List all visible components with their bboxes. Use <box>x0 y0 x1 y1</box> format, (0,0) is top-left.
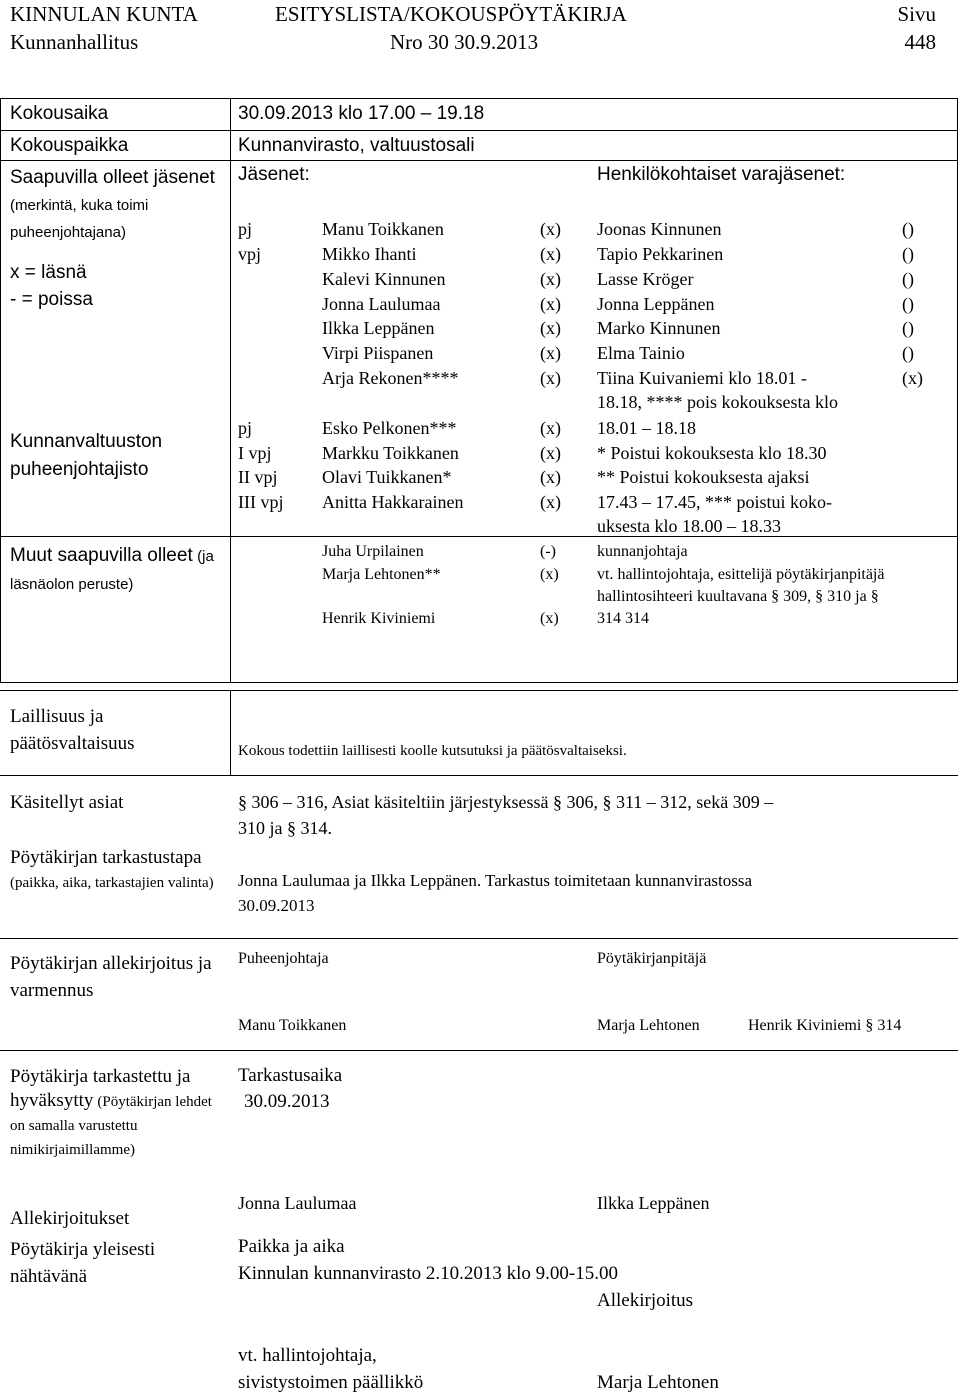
deputy-mark: () <box>902 244 914 264</box>
deputy-name: Elma Tainio <box>597 343 685 363</box>
deputies-header: Henkilökohtaiset varajäsenet: <box>597 164 846 185</box>
member-name: Jonna Laulumaa <box>322 294 441 314</box>
municipality-name: KINNULAN KUNTA <box>10 2 198 26</box>
attendance-label-bold: Saapuvilla olleet jäsenet <box>10 167 215 188</box>
public-place-value: Kinnulan kunnanvirasto 2.10.2013 klo 9.00-15.00 <box>238 1263 618 1284</box>
public-label: Pöytäkirja yleisesti nähtävänä <box>10 1239 156 1287</box>
other-note: 314 314 <box>597 610 649 627</box>
meeting-time-label: Kokousaika <box>10 103 109 124</box>
deputy-mark: (x) <box>902 368 923 388</box>
member-mark: (x) <box>540 294 561 314</box>
handled-label: Käsitellyt asiat <box>10 792 124 813</box>
deputy-name: Marko Kinnunen <box>597 318 721 338</box>
council-name: Esko Pelkonen*** <box>322 418 457 438</box>
council-mark: (x) <box>540 492 561 512</box>
public-place-label: Paikka ja aika <box>238 1236 345 1257</box>
section-divider <box>0 938 958 939</box>
approved-label-bold: Pöytäkirja tarkastettu ja hyväksytty <box>10 1066 191 1111</box>
other-name: Marja Lehtonen** <box>322 566 441 583</box>
member-name: Arja Rekonen**** <box>322 368 459 388</box>
legality-text: Kokous todettiin laillisesti koolle kutsutuksi ja päätösvaltaiseksi. <box>238 743 627 759</box>
signing-label: Pöytäkirjan allekirjoitus ja varmennus <box>10 953 212 1001</box>
page-label: Sivu <box>897 2 936 26</box>
council-mark: (x) <box>540 418 561 438</box>
page-number: 448 <box>904 30 936 54</box>
table-bottom-border <box>0 682 958 683</box>
row-divider <box>0 160 958 161</box>
approved-label <box>10 1065 225 1162</box>
council-label: Kunnanvaltuuston puheenjohtajisto <box>10 431 163 480</box>
others-label-bold: Muut saapuvilla olleet <box>10 545 193 566</box>
meeting-place-value: Kunnanvirasto, valtuustosali <box>238 135 475 156</box>
check-time-value: 30.09.2013 <box>244 1091 330 1112</box>
council-note-tail: uksesta klo 18.00 – 18.33 <box>597 516 781 536</box>
member-mark: (x) <box>540 244 561 264</box>
section-divider <box>0 775 958 776</box>
check-time-label: Tarkastusaika <box>238 1065 343 1086</box>
other-note: vt. hallintojohtaja, esittelijä pöytäkirjanpitäjä <box>597 566 885 583</box>
deputy-name: Tiina Kuivaniemi klo 18.01 - <box>597 368 807 388</box>
member-name: Mikko Ihanti <box>322 244 417 264</box>
others-label-note: (ja läsnäolon peruste) <box>10 548 214 593</box>
checker2-name: Ilkka Leppänen <box>597 1193 710 1213</box>
signatures-label: Allekirjoitukset <box>10 1208 130 1229</box>
deputy-mark: () <box>902 318 914 338</box>
approved-label-note: (Pöytäkirjan lehdet on samalla varustettu nimikirjaimillamme) <box>10 1094 212 1158</box>
deputy-name: Lasse Kröger <box>597 269 694 289</box>
deputy-name: Jonna Leppänen <box>597 294 715 314</box>
other-note: kunnanjohtaja <box>597 543 688 560</box>
public-title-line2: sivistystoimen päällikkö <box>238 1372 424 1393</box>
section-divider <box>0 1050 958 1051</box>
chair-title: Puheenjohtaja <box>238 950 329 967</box>
legality-label: Laillisuus ja päätösvaltaisuus <box>10 706 135 754</box>
council-note: * Poistui kokouksesta klo 18.30 <box>597 443 827 463</box>
legend-absent: - = poissa <box>10 289 93 310</box>
section-column-divider <box>230 690 231 775</box>
body-name: Kunnanhallitus <box>10 30 139 54</box>
council-mark: (x) <box>540 443 561 463</box>
public-title-line1: vt. hallintojohtaja, <box>238 1345 377 1366</box>
meeting-time-value: 30.09.2013 klo 17.00 – 19.18 <box>238 103 485 124</box>
other-name: Juha Urpilainen <box>322 543 424 560</box>
deputy-note-line: 18.18, **** pois kokouksesta klo <box>597 392 838 412</box>
council-note: 18.01 – 18.18 <box>597 418 696 438</box>
deputy-mark: () <box>902 269 914 289</box>
members-header: Jäsenet: <box>238 164 310 185</box>
handled-text-line2: 310 ja § 314. <box>238 818 332 838</box>
attendance-label-note: (merkintä, kuka toimi puheenjohtajana) <box>10 197 149 241</box>
deputy-mark: () <box>902 294 914 314</box>
third-signer-name: Henrik Kiviniemi § 314 <box>748 1017 902 1034</box>
council-role: pj <box>238 418 253 438</box>
deputy-name: Tapio Pekkarinen <box>597 244 724 264</box>
member-mark: (x) <box>540 318 561 338</box>
council-mark: (x) <box>540 467 561 487</box>
council-name: Markku Toikkanen <box>322 443 459 463</box>
council-note: ** Poistui kokouksesta ajaksi <box>597 467 810 487</box>
review-text-line2: 30.09.2013 <box>238 896 315 915</box>
council-role: II vpj <box>238 467 278 487</box>
others-label <box>10 542 225 599</box>
member-name: Manu Toikkanen <box>322 219 444 239</box>
review-label-note: (paikka, aika, tarkastajien valinta) <box>10 875 214 891</box>
table-top-border <box>0 98 958 99</box>
other-mark: (-) <box>540 543 556 560</box>
member-name: Virpi Piispanen <box>322 343 434 363</box>
row-divider <box>0 130 958 131</box>
other-mark: (x) <box>540 566 559 583</box>
public-signer-name: Marja Lehtonen <box>597 1372 719 1393</box>
council-name: Anitta Hakkarainen <box>322 492 464 512</box>
member-name: Kalevi Kinnunen <box>322 269 446 289</box>
table-left-border <box>0 98 1 682</box>
member-mark: (x) <box>540 269 561 289</box>
chair-name: Manu Toikkanen <box>238 1017 347 1034</box>
meeting-place-label: Kokouspaikka <box>10 135 129 156</box>
table-column-divider <box>230 98 231 682</box>
table-right-border <box>957 98 958 682</box>
deputy-mark: () <box>902 219 914 239</box>
member-role: vpj <box>238 244 262 264</box>
council-note: 17.43 – 17.45, *** poistui koko- <box>597 492 833 512</box>
deputy-name: Joonas Kinnunen <box>597 219 722 239</box>
document-type: ESITYSLISTA/KOKOUSPÖYTÄKIRJA <box>275 2 627 26</box>
review-label-bold: Pöytäkirjan tarkastustapa <box>10 847 202 868</box>
meeting-number: Nro 30 30.9.2013 <box>390 30 539 54</box>
member-mark: (x) <box>540 343 561 363</box>
other-note: hallintosihteeri kuultavana § 309, § 310 ja § <box>597 588 879 605</box>
member-mark: (x) <box>540 219 561 239</box>
member-name: Ilkka Leppänen <box>322 318 435 338</box>
council-role: I vpj <box>238 443 272 463</box>
deputy-mark: () <box>902 343 914 363</box>
legend-present: x = läsnä <box>10 262 87 283</box>
review-label <box>10 846 225 895</box>
handled-text-line1: § 306 – 316, Asiat käsiteltiin järjestyksessä § 306, § 311 – 312, sekä 309 – <box>238 792 774 812</box>
row-divider <box>0 536 958 537</box>
attendance-label <box>10 164 225 246</box>
checker1-name: Jonna Laulumaa <box>238 1193 357 1213</box>
member-role: pj <box>238 219 253 239</box>
council-name: Olavi Tuikkanen* <box>322 467 452 487</box>
member-mark: (x) <box>540 368 561 388</box>
secretary-title: Pöytäkirjanpitäjä <box>597 950 707 967</box>
secretary-name: Marja Lehtonen <box>597 1017 700 1034</box>
other-mark: (x) <box>540 610 559 627</box>
council-role: III vpj <box>238 492 284 512</box>
other-name: Henrik Kiviniemi <box>322 610 436 627</box>
public-signature-label: Allekirjoitus <box>597 1290 694 1311</box>
section-divider <box>0 690 958 691</box>
review-text-line1: Jonna Laulumaa ja Ilkka Leppänen. Tarkastus toimitetaan kunnanvirastossa <box>238 871 753 890</box>
